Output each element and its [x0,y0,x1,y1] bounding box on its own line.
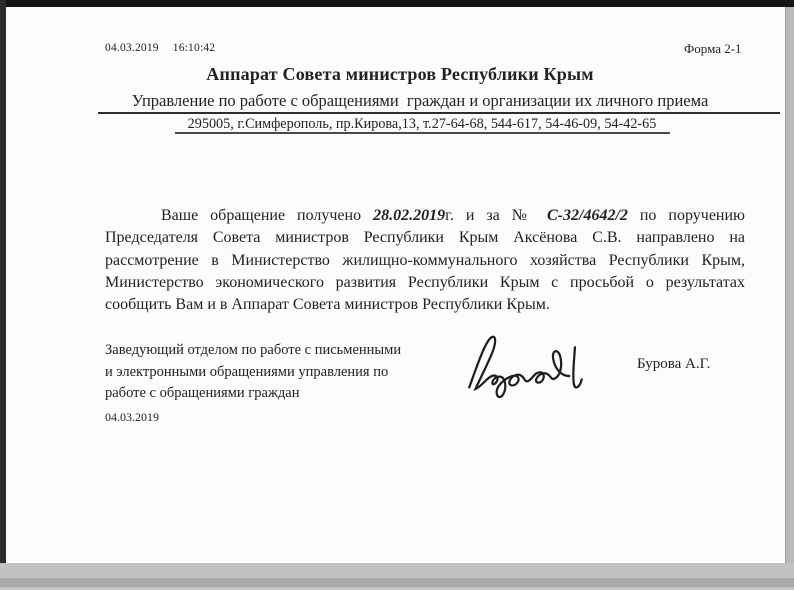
body-text: по поручению [627,207,745,224]
body-line-3: рассмотрение в Министерство жилищно-коммунального хозяйства Республики Крым, [105,251,745,269]
address-line: 295005, г.Симферополь, пр.Кирова,13, т.27-64-68, 544-617, 54-46-09, 54-42-65 [187,116,657,132]
form-number: Форма 2-1 [684,41,742,56]
print-datetime [105,42,215,54]
scan-edge-left [0,0,6,566]
scan-edge-top [0,0,794,7]
body-line-5: сообщить Вам и в Аппарат Совета министров Республики Крым. [105,296,550,314]
body-line-2: Председателя Совета министров Республики Крым Аксёнова С.В. направлено на [105,229,745,247]
position-line-2: и электронными обращениями управления по [105,363,389,380]
position-line-1: Заведующий отделом по работе с письменными [105,342,402,358]
body-text: г. и за № [445,207,547,224]
signatory-position [105,340,475,428]
scan-edge-right [785,7,794,565]
print-time: 16:10:42 [172,42,216,54]
received-date: 28.02.2019 [373,207,446,224]
signatory-name: Бурова А.Г. [637,356,711,372]
print-date: 04.03.2019 [105,42,159,54]
header-divider-top [98,112,780,114]
handwritten-signature [458,324,594,405]
department-line: Управление по работе с обращениями граждан и организации их личного приема [131,91,709,110]
body-text: Ваше обращение получено [161,207,374,224]
position-line-3: работе с обращениями граждан [105,385,300,401]
letter-body [105,205,745,316]
registration-number: С-32/4642/2 [547,207,628,224]
header-divider-bottom [175,132,670,134]
body-line-4: Министерство экономического развития Республики Крым с просьбой о результатах [105,273,745,291]
body-line-1 [105,205,745,227]
scan-edge-bottom-shadow [0,578,794,587]
signing-date: 04.03.2019 [105,409,159,424]
organization-title: Аппарат Совета министров Республики Крым [206,64,594,84]
